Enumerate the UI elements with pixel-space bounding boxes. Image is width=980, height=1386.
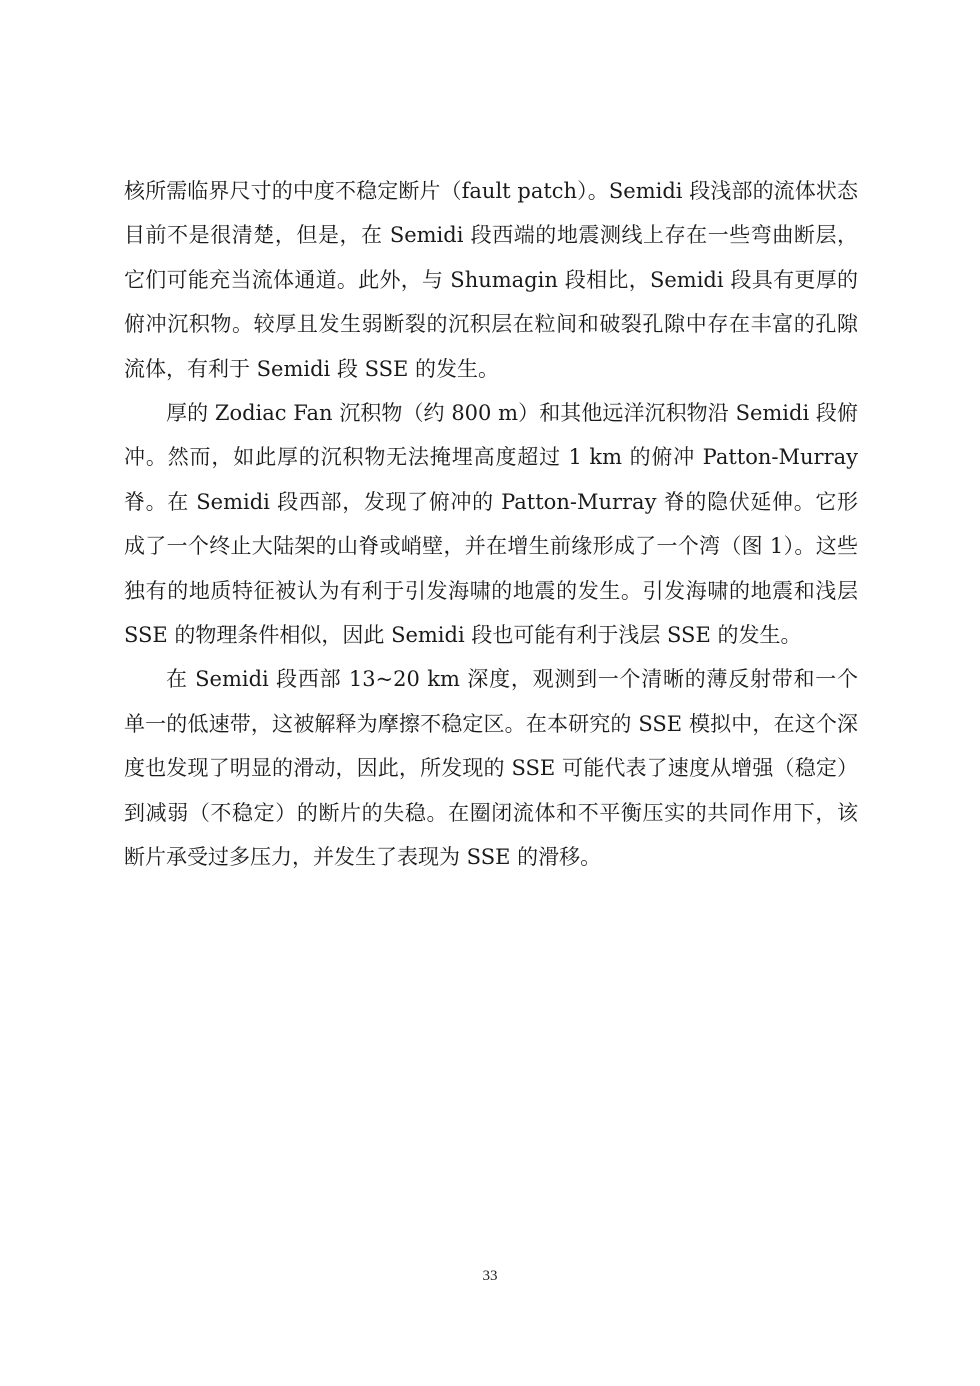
page-number: 33 [482,1268,498,1284]
paragraph: 厚的 Zodiac Fan 沉积物（约 800 m）和其他远洋沉积物沿 Semidi 段俯冲。然而，如此厚的沉积物无法掩埋高度超过 1 km 的俯冲 Patton-Murray 脊。在 Semidi 段西部，发现了俯冲的 Patton-Murray 脊的隐伏延伸。它形成了一个终止大陆架的山脊或峭壁，并在增生前缘形成了一个湾（图 1）。这些独有的地质特征被认为有利于引发海啸的地震的发生。引发海啸的地震和浅层 SSE 的物理条件相似，因此 Semidi 段也可能有利于浅层 SSE 的发生。 [124,401,858,648]
paragraph: 在 Semidi 段西部 13~20 km 深度，观测到一个清晰的薄反射带和一个单一的低速带，这被解释为摩擦不稳定区。在本研究的 SSE 模拟中，在这个深度也发现了明显的滑动，因此，所发现的 SSE 可能代表了速度从增强（稳定）到减弱（不稳定）的断片的失稳。在圈闭流体和不平衡压实的共同作用下，该断片承受过多压力，并发生了表现为 SSE 的滑移。 [124,667,858,870]
paragraph-continued: 核所需临界尺寸的中度不稳定断片（fault patch）。Semidi 段浅部的流体状态目前不是很清楚，但是，在 Semidi 段西端的地震测线上存在一些弯曲断层，它们可能充当流体通道。此外，与 Shumagin 段相比，Semidi 段具有更厚的俯冲沉积物。较厚且发生弱断裂的沉积层在粒间和破裂孔隙中存在丰富的孔隙流体，有利于 Semidi 段 SSE 的发生。 [124,179,858,381]
document-body [124,169,858,880]
